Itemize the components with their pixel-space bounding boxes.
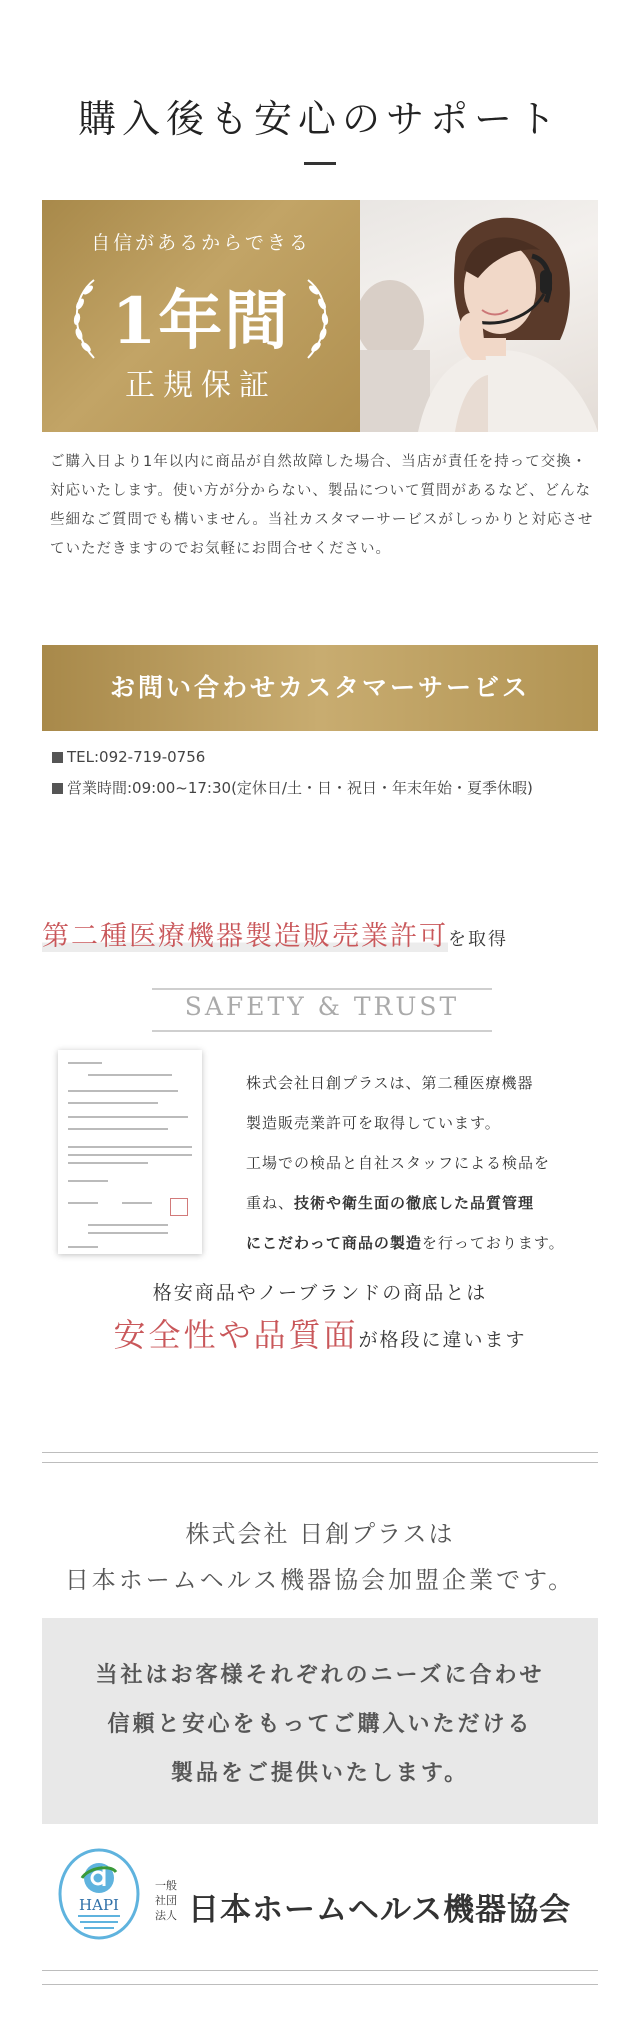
association-name: 日本ホームヘルス機器協会 [188, 1892, 572, 1928]
license-desc-line2: 製造販売業許可を取得しています。 [246, 1114, 501, 1132]
title-divider [304, 162, 336, 165]
banner-warranty-label: 正規保証 [125, 368, 277, 403]
square-bullet-icon [52, 783, 63, 794]
safety-trust-line-top [152, 988, 492, 990]
hapi-logo-letters: HAPI [79, 1896, 119, 1914]
license-desc-line4 [246, 1192, 534, 1213]
contact-tel [52, 748, 205, 766]
support-operator-photo [360, 200, 598, 432]
divider-bottom-1 [42, 1970, 598, 1971]
divider-top-1 [42, 1452, 598, 1453]
safety-trust-label: SAFETY & TRUST [184, 992, 460, 1021]
association-type: 一般 社団 法人 [155, 1879, 177, 1922]
safety-trust-line-bottom [152, 1030, 492, 1032]
banner-one-year: 1年間 [111, 284, 291, 359]
operator-illustration [360, 200, 598, 432]
license-certificate-image [58, 1050, 202, 1254]
license-desc-line5-bold: にこだわって商品の製造 [246, 1234, 422, 1252]
license-heading-main: 第二種医療機器製造販売業許可 [42, 921, 448, 952]
commitment-line1: 当社はお客様それぞれのニーズに合わせ [95, 1663, 545, 1688]
divider-bottom-2 [42, 1984, 598, 1985]
customer-service-banner: お問い合わせカスタマーサービス [42, 645, 598, 731]
certificate-stamp [170, 1198, 188, 1216]
section-title-support: 購入後も安心のサポート [77, 97, 562, 141]
warranty-description: ご購入日より1年以内に商品が自然故障した場合、当店が責任を持って交換・対応いたします。使い方が分からない、製品について質問があるなど、どんな些細なご質問でも構いません。当社カスタマーサービスがしっかりと対応させていただきますのでお気軽にお問合せください。 [50, 454, 594, 557]
commitment-line2: 信頼と安心をもってご購入いただける [107, 1712, 533, 1737]
commitment-line3: 製品をご提供いたします。 [170, 1761, 470, 1786]
license-heading-suffix: を取得 [448, 929, 508, 950]
license-desc-line4-bold: 技術や衛生面の徹底した品質管理 [294, 1194, 535, 1212]
banner-subtitle: 自信があるからできる [91, 232, 311, 254]
association-line2: 日本ホームヘルス機器協会加盟企業です。 [64, 1566, 576, 1594]
license-desc-line3: 工場での検品と自社スタッフによる検品を [246, 1154, 551, 1172]
license-desc-line4-plain: 重ね、 [246, 1194, 295, 1212]
quality-catch-line2 [0, 1310, 640, 1356]
quality-catch-line1: 格安商品やノーブランドの商品とは [152, 1282, 488, 1304]
quality-catch-main: 安全性や品質面 [113, 1316, 359, 1354]
license-heading [42, 914, 508, 953]
square-bullet-icon [52, 752, 63, 763]
license-desc-line5 [246, 1232, 565, 1253]
contact-tel-text: TEL:092-719-0756 [67, 748, 206, 766]
contact-hours [52, 777, 533, 798]
hapi-logo-icon [58, 1848, 140, 1940]
commitment-box [42, 1618, 598, 1824]
license-desc-line5-plain: を行っております。 [421, 1234, 565, 1252]
quality-catch-suffix: が格段に違います [358, 1329, 527, 1351]
contact-hours-text: 営業時間:09:00~17:30(定休日/土・日・祝日・年末年始・夏季休暇) [67, 779, 533, 797]
warranty-banner [42, 200, 598, 432]
divider-top-2 [42, 1462, 598, 1463]
license-desc-line1: 株式会社日創プラスは、第二種医療機器 [246, 1074, 534, 1092]
association-line1: 株式会社 日創プラスは [185, 1520, 455, 1548]
